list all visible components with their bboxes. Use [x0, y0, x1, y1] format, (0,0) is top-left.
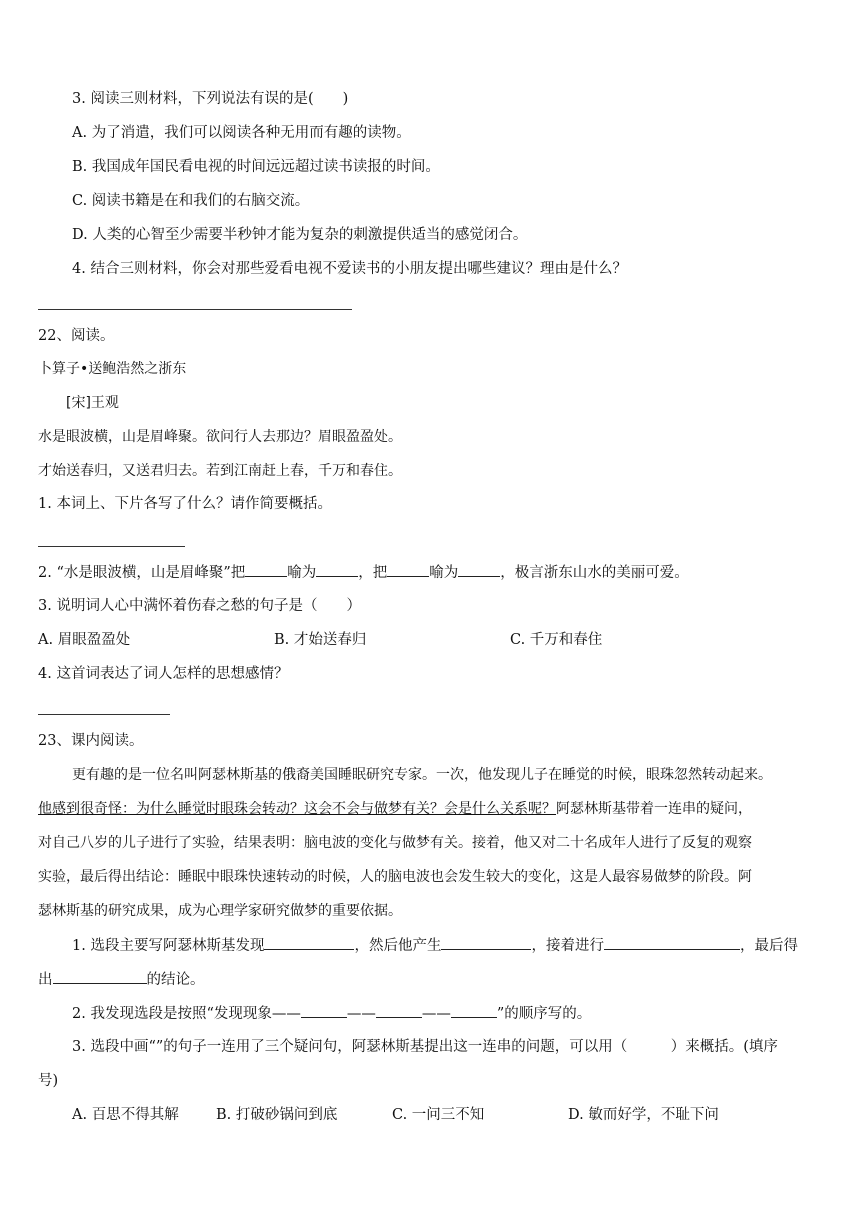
- passage-line-3: 对自己八岁的儿子进行了实验，结果表明：脑电波的变化与做梦有关。接着，他又对二十名成年人进行了反复的观察: [38, 835, 752, 851]
- q22-item2: 2. “水是眼波横，山是眉峰聚”把 喻为 ，把 喻为 ，极言浙东山水的美丽可爱。: [38, 562, 689, 583]
- answer-line[interactable]: [38, 546, 185, 547]
- q23-item1-line2: 出 的结论。: [38, 969, 205, 990]
- q22-item1-stem: 1. 本词上、下片各写了什么？请作简要概括。: [38, 496, 332, 512]
- q21-item3-option-b: B. 我国成年国民看电视的时间远远超过读书读报的时间。: [72, 159, 440, 175]
- fill-blank[interactable]: [245, 562, 287, 577]
- q23-heading: 23、课内阅读。: [38, 733, 144, 749]
- q22-item4-stem: 4. 这首词表达了词人怎样的思想感情？: [38, 666, 289, 682]
- q21-item3-option-d: D. 人类的心智至少需要半秒钟才能为复杂的刺激提供适当的感觉闭合。: [72, 227, 528, 243]
- fill-blank[interactable]: [53, 969, 147, 984]
- q23-item3-option-a: A. 百思不得其解: [72, 1107, 179, 1123]
- passage-line-5: 瑟林斯基的研究成果，成为心理学家研究做梦的重要依据。: [38, 903, 402, 919]
- fill-blank[interactable]: [458, 562, 500, 577]
- fill-blank[interactable]: [316, 562, 358, 577]
- q22-item3-option-a: A. 眉眼盈盈处: [38, 632, 131, 648]
- fill-blank[interactable]: [604, 935, 740, 950]
- q23-item1-line1: 1. 选段主要写阿瑟林斯基发现 ，然后他产生 ，接着进行 ，最后得: [72, 935, 798, 956]
- passage-line-4: 实验，最后得出结论：睡眠中眼珠快速转动的时候，人的脑电波也会发生较大的变化，这是人最容易做梦的阶段。阿: [38, 869, 752, 885]
- q23-item3-option-b: B. 打破砂锅问到底: [216, 1107, 338, 1123]
- poem-line-1: 水是眼波横，山是眉峰聚。欲问行人去那边？眉眼盈盈处。: [38, 429, 402, 445]
- q23-item3-line2: 号): [38, 1073, 59, 1089]
- underlined-sentence: 他感到很奇怪：为什么睡觉时眼珠会转动？这会不会与做梦有关？会是什么关系呢？: [38, 801, 556, 817]
- fill-blank[interactable]: [301, 1003, 347, 1018]
- q23-item2: 2. 我发现选段是按照“发现现象—— —— —— ”的顺序写的。: [72, 1003, 591, 1024]
- answer-line[interactable]: [38, 714, 170, 715]
- q22-item3-option-c: C. 千万和春住: [510, 632, 603, 648]
- q21-item3-stem: 3. 阅读三则材料，下列说法有误的是( ): [72, 91, 349, 107]
- q21-item3-option-a: A. 为了消遣，我们可以阅读各种无用而有趣的读物。: [72, 125, 411, 141]
- fill-blank[interactable]: [387, 562, 429, 577]
- q23-item3-line1: 3. 选段中画“”的句子一连用了三个疑问句，阿瑟林斯基提出这一连串的问题，可以用（ ）来概括。(填序: [72, 1039, 778, 1055]
- passage-line-1: 更有趣的是一位名叫阿瑟林斯基的俄裔美国睡眠研究专家。一次，他发现儿子在睡觉的时候，眼珠忽然转动起来。: [72, 767, 772, 783]
- q22-item3-stem: 3. 说明词人心中满怀着伤春之愁的句子是（ ）: [38, 598, 361, 614]
- q21-item3-option-c: C. 阅读书籍是在和我们的右脑交流。: [72, 193, 310, 209]
- poem-author: [宋]王观: [66, 395, 119, 411]
- fill-blank[interactable]: [451, 1003, 497, 1018]
- poem-line-2: 才始送春归，又送君归去。若到江南赶上春，千万和春住。: [38, 463, 402, 479]
- q22-heading: 22、阅读。: [38, 328, 115, 344]
- q23-item3-option-d: D. 敏而好学，不耻下问: [568, 1107, 719, 1123]
- fill-blank[interactable]: [376, 1003, 422, 1018]
- poem-title: 卜算子•送鲍浩然之浙东: [38, 361, 187, 377]
- q22-item3-option-b: B. 才始送春归: [274, 632, 367, 648]
- q23-item3-option-c: C. 一问三不知: [392, 1107, 485, 1123]
- q21-item4-stem: 4. 结合三则材料，你会对那些爱看电视不爱读书的小朋友提出哪些建议？理由是什么？: [72, 261, 627, 277]
- passage-line-2: 他感到很奇怪：为什么睡觉时眼珠会转动？这会不会与做梦有关？会是什么关系呢？阿瑟林斯基带着一连串的疑问，: [38, 801, 752, 817]
- fill-blank[interactable]: [264, 935, 354, 950]
- answer-line[interactable]: [38, 309, 352, 310]
- fill-blank[interactable]: [441, 935, 531, 950]
